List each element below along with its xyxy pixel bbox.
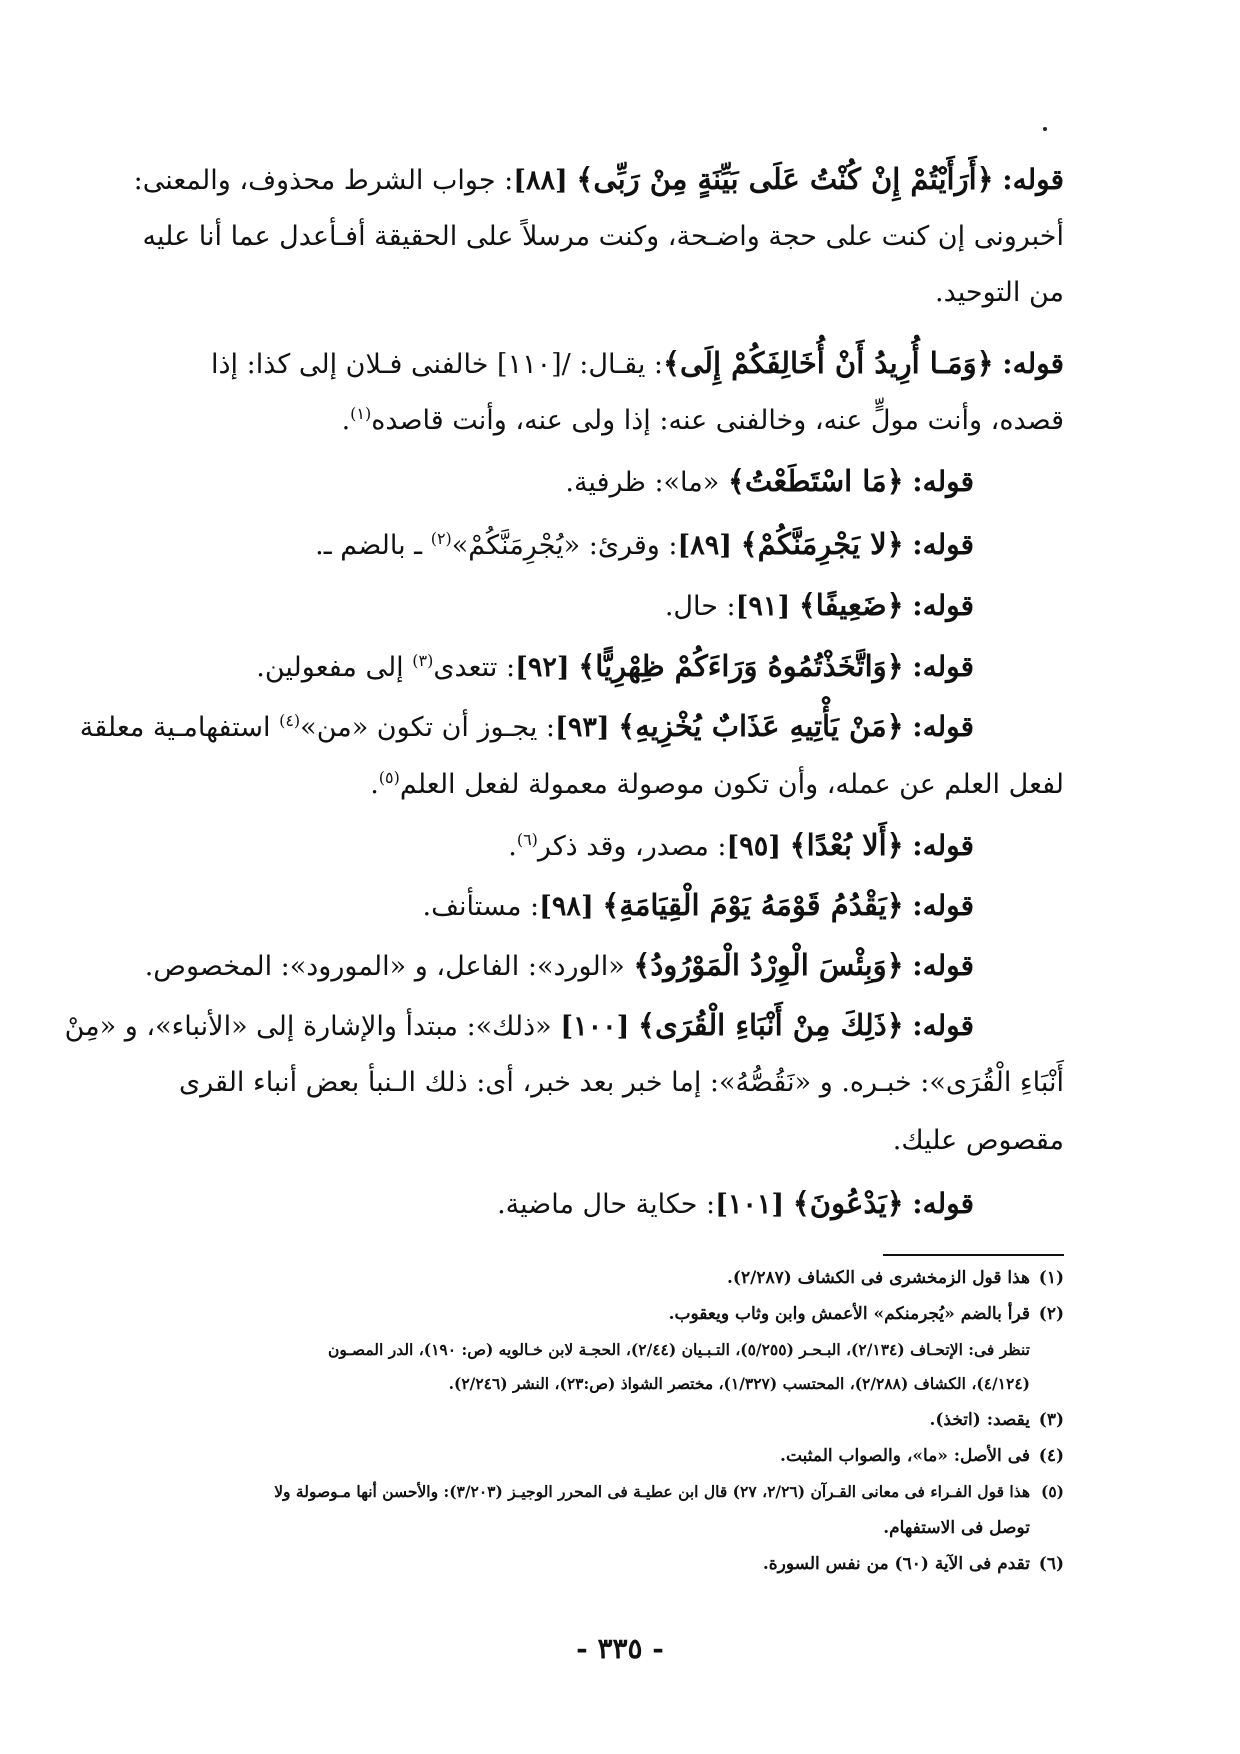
footnote-ref-4: (٤) [279, 711, 301, 730]
line-10: قوله: ﴿مَنْ يَأْتِيهِ عَذَابٌ يُخْزِيهِ﴾ [٩٣]: يجـوز أن تكون «من»$^{(٤)}$ استفهامـية معلقة [79, 709, 974, 743]
footnote-ref-5: (٥) [378, 768, 400, 787]
line-3: من التوحيد. [934, 277, 1064, 308]
line-7: قوله: ﴿لا يَجْرِمَنَّكُمْ﴾ [٨٩]: وقرئ: «يُجْرِمَنَّكُمْ»$^{(٢)}$ ـ بالضم ـ. [315, 527, 974, 561]
line-9: قوله: ﴿وَاتَّخَذْتُمُوهُ وَرَاءَكُمْ ظِهْرِيًّا﴾ [٩٢]: تتعدى$^{(٣)}$ إلى مفعولين. [256, 649, 974, 683]
footnote-ref-1: (١) [350, 404, 372, 423]
footnote-6: (٦)تقدم فى الآية (٦٠) من نفس السورة. [762, 1554, 1064, 1574]
footnote-2-refs: تنظر فى: الإتحـاف (٢/١٣٤)، البـحـر (٥/٢٥٥)، التـبـيان (٢/٤٤)، الحجـة لابن خـالويه (ص: ١٩٠)، الدر المصـون [327, 1340, 1030, 1359]
footnote-3: (٣)يقصد: (اتخذ). [929, 1410, 1064, 1430]
line-15: قوله: ﴿ذَلِكَ مِنْ أَنْبَاءِ الْقُرَى﴾ [١٠٠] «ذلك»: مبتدأ والإشارة إلى «الأنباء»، و «مِنْ [64, 1008, 974, 1042]
line-4: قوله: ﴿وَمَـا أُرِيدُ أَنْ أُخَالِفَكُمْ إِلَى﴾: يقـال: /[١١٠] خالفنى فـلان إلى كذا: إذا [211, 346, 1064, 380]
line-16: أَنْبَاءِ الْقُرَى»: خبـره. و «نَقُصُّهُ»: إما خبر بعد خبر، أى: ذلك الـنبأ بعض أنباء القرى [179, 1067, 1064, 1098]
line-5: قصده، وأنت مولٍّ عنه، وخالفنى عنه: إذا ولى عنه، وأنت قاصده$^{(١)}$. [341, 404, 1064, 436]
line-2: أخبرونى إن كنت على حجة واضـحة، وكنت مرسلاً على الحقيقة أفـأعدل عما أنا عليه [142, 221, 1064, 252]
footnote-2: (٢)قرأ بالضم «يُجرمنكم» الأعمش وابن وثاب ويعقوب. [668, 1304, 1064, 1324]
stray-mark [1043, 127, 1047, 131]
line-11: لفعل العلم عن عمله، وأن تكون موصولة معمولة لفعل العلم$^{(٥)}$. [370, 768, 1064, 800]
footnote-ref-3: (٣) [412, 651, 434, 670]
footnote-5: (٥)هذا قول الفـراء فى معانى القـرآن (٢/٢٦، ٢٧) قال ابن عطيـة فى المحرر الوجيـز (٣/٢٠٣): والأحسن أنها مـوصولة ولا [274, 1482, 1064, 1501]
line-6: قوله: ﴿مَا اسْتَطَعْتُ﴾ «ما»: ظرفية. [565, 464, 974, 498]
footnote-ref-2: (٢) [430, 529, 452, 548]
footnote-5-cont: توصل فى الاستفهام. [883, 1518, 1030, 1538]
line-13: قوله: ﴿يَقْدُمُ قَوْمَهُ يَوْمَ الْقِيَامَةِ﴾ [٩٨]: مستأنف. [422, 888, 974, 922]
line-12: قوله: ﴿أَلا بُعْدًا﴾ [٩٥]: مصدر، وقد ذكر$^{(٦)}$. [508, 828, 974, 862]
footnote-separator [883, 1254, 1064, 1256]
line-17: مقصوص عليك. [892, 1125, 1064, 1156]
page-number: - ٣٣٥ - [576, 1632, 664, 1665]
line-14: قوله: ﴿وَبِئْسَ الْوِرْدُ الْمَوْرُودُ﴾ «الورد»: الفاعل، و «المورود»: المخصوص. [144, 948, 974, 982]
footnote-2-refs-cont: (٤/١٢٤)، الكشاف (٢/٢٨٨)، المحتسب (١/٣٢٧)، مختصر الشواذ (ص:٢٣)، النشر (٢/٢٤٦). [448, 1374, 1030, 1393]
line-18: قوله: ﴿يَدْعُونَ﴾ [١٠١]: حكاية حال ماضية. [497, 1186, 974, 1220]
footnote-ref-6: (٦) [516, 830, 538, 849]
footnote-1: (١)هذا قول الزمخشرى فى الكشاف (٢/٢٨٧). [727, 1268, 1064, 1288]
line-1: قوله: ﴿أَرَأَيْتُمْ إِنْ كُنْتُ عَلَى بَيِّنَةٍ مِنْ رَبِّى﴾ [٨٨]: جواب الشرط محذوف، والمعنى: [133, 162, 1064, 196]
line-8: قوله: ﴿ضَعِيفًا﴾ [٩١]: حال. [664, 588, 974, 622]
footnote-4: (٤)فى الأصل: «ما»، والصواب المثبت. [780, 1446, 1064, 1466]
